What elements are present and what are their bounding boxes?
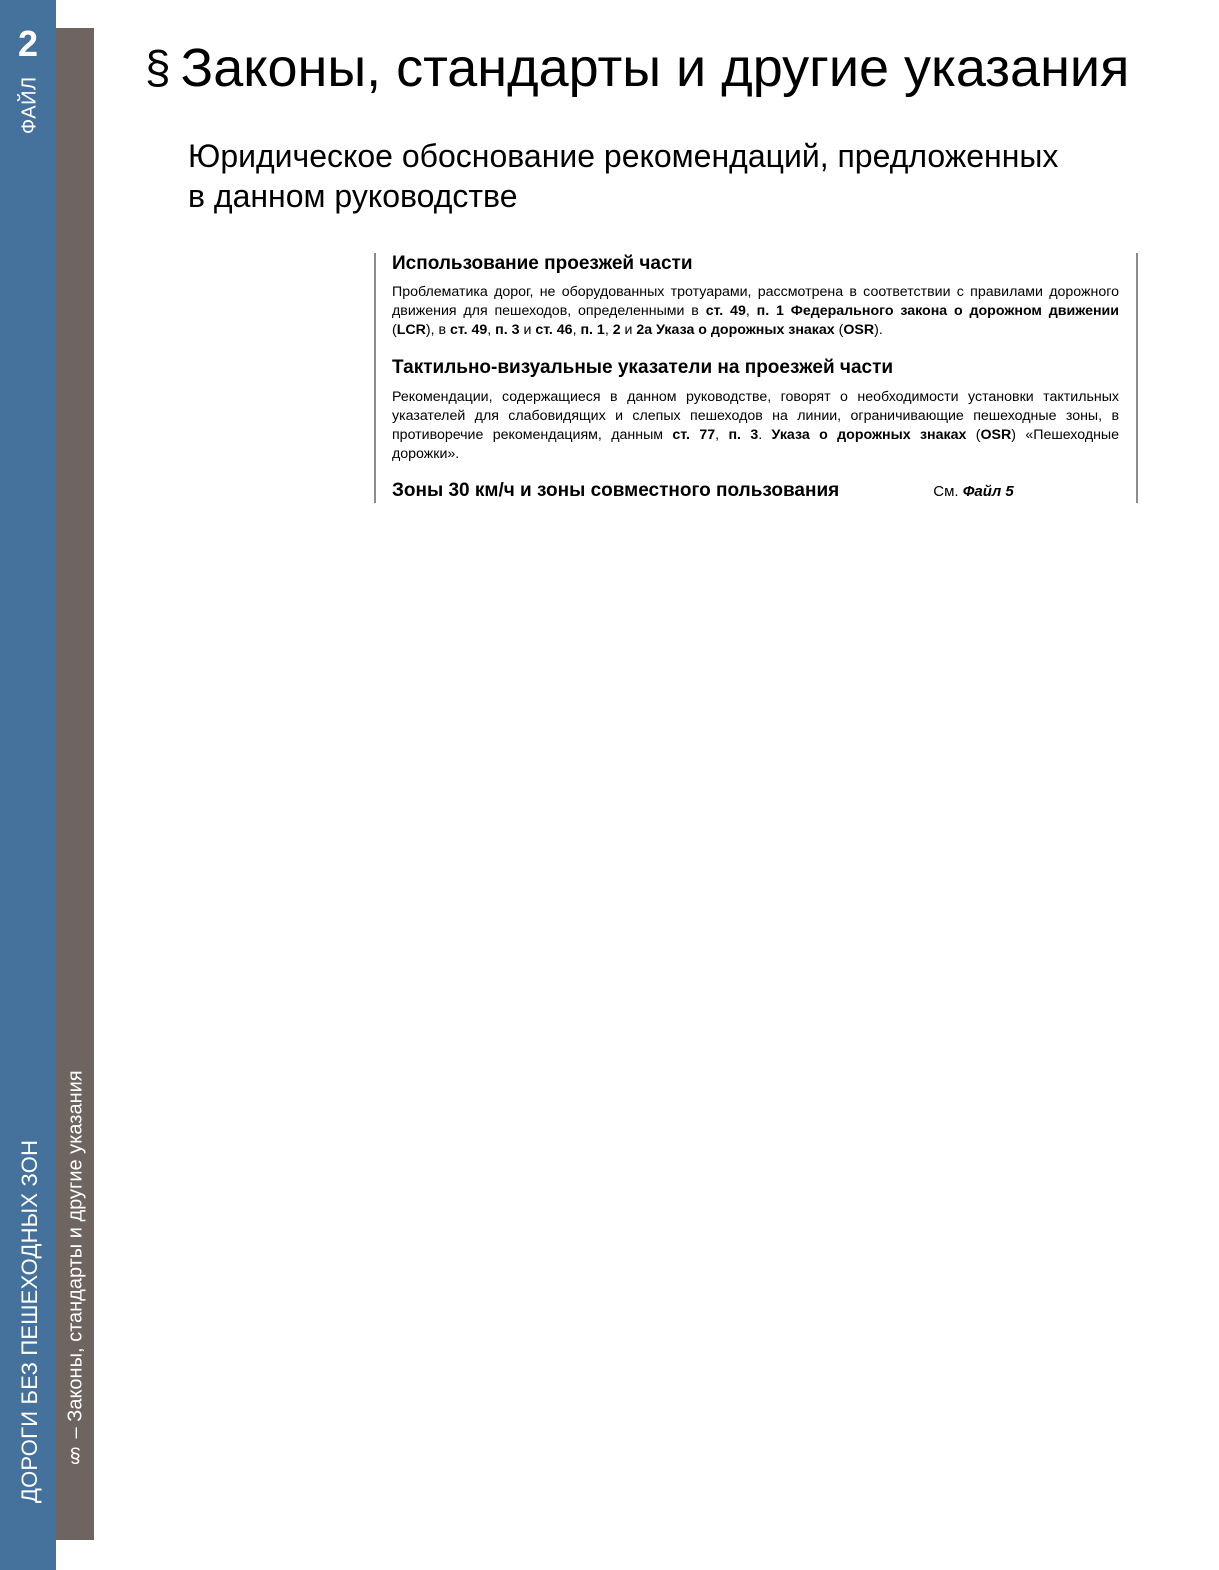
section-heading-zones: Зоны 30 км/ч и зоны совместного пользования <box>392 480 840 501</box>
page-title <box>145 34 1129 101</box>
section-heading-road-use: Использование проезжей части <box>392 253 693 274</box>
paragraph-symbol: § <box>145 41 171 93</box>
file-reference-link[interactable]: Файл 5 <box>962 483 1014 500</box>
file-label: ФАЙЛ <box>18 76 41 134</box>
bold-run: ст. 77 <box>672 427 716 443</box>
bold-run: п. 3 <box>495 322 520 338</box>
bold-run: п. 1 Федерального закона о дорожном движении <box>756 303 1119 319</box>
bold-run: Указа о дорожных знаках <box>771 427 967 443</box>
subtitle-line-1: Юридическое обоснование рекомендаций, предложенных <box>188 138 1059 174</box>
see-reference <box>933 483 1014 500</box>
section-body-road-use: Проблематика дорог, не оборудованных тротуарами, рассмотрена в соответствии с правилами дорожного движения для пешеходов, определенными в ст. 49, п. 1 Федерального закона о дорожном движении (LCR), в ст. 49, п. 3 и ст. 46, п. 1, 2 и 2a Указа о дорожных знаках (OSR). <box>392 284 1119 338</box>
bold-run: 2 <box>612 322 621 338</box>
page-subtitle <box>188 136 1148 216</box>
bold-run: ст. 49 <box>705 303 746 319</box>
file-number: 2 <box>17 23 39 64</box>
bold-run: п. 1 <box>580 322 605 338</box>
bold-run: 2a <box>636 322 653 338</box>
see-prefix: См. <box>933 483 959 500</box>
bold-run: ст. 46 <box>535 322 573 338</box>
page-title-text: Законы, стандарты и другие указания <box>180 38 1130 98</box>
bold-run: п. 3 <box>728 427 759 443</box>
section-body-tactile: Рекомендации, содержащиеся в данном руководстве, говорят о необходимости установки тактильных указателей для слабовидящих и слепых пешеходов на линии, ограничивающие пешеходные зоны, в противоречие рекомендациям, данным ст. 77, п. 3. Указа о дорожных знаках (OSR) «Пешеходные дорожки». <box>392 389 1120 462</box>
section-row-zones <box>392 480 1119 502</box>
series-title: ДОРОГИ БЕЗ ПЕШЕХОДНЫХ ЗОН <box>17 1140 42 1504</box>
content-box <box>374 253 1138 503</box>
section-heading-tactile: Тактильно-визуальные указатели на проезжей части <box>392 357 894 378</box>
bold-run: OSR <box>980 427 1012 443</box>
bold-run: Указа о дорожных знаках <box>656 322 835 338</box>
bold-run: LCR <box>396 322 426 338</box>
bold-run: ст. 49 <box>450 322 488 338</box>
subtitle-line-2: в данном руководстве <box>188 178 518 214</box>
bold-run: OSR <box>843 322 875 338</box>
section-caption: § – Законы, стандарты и другие указания <box>64 1070 87 1466</box>
